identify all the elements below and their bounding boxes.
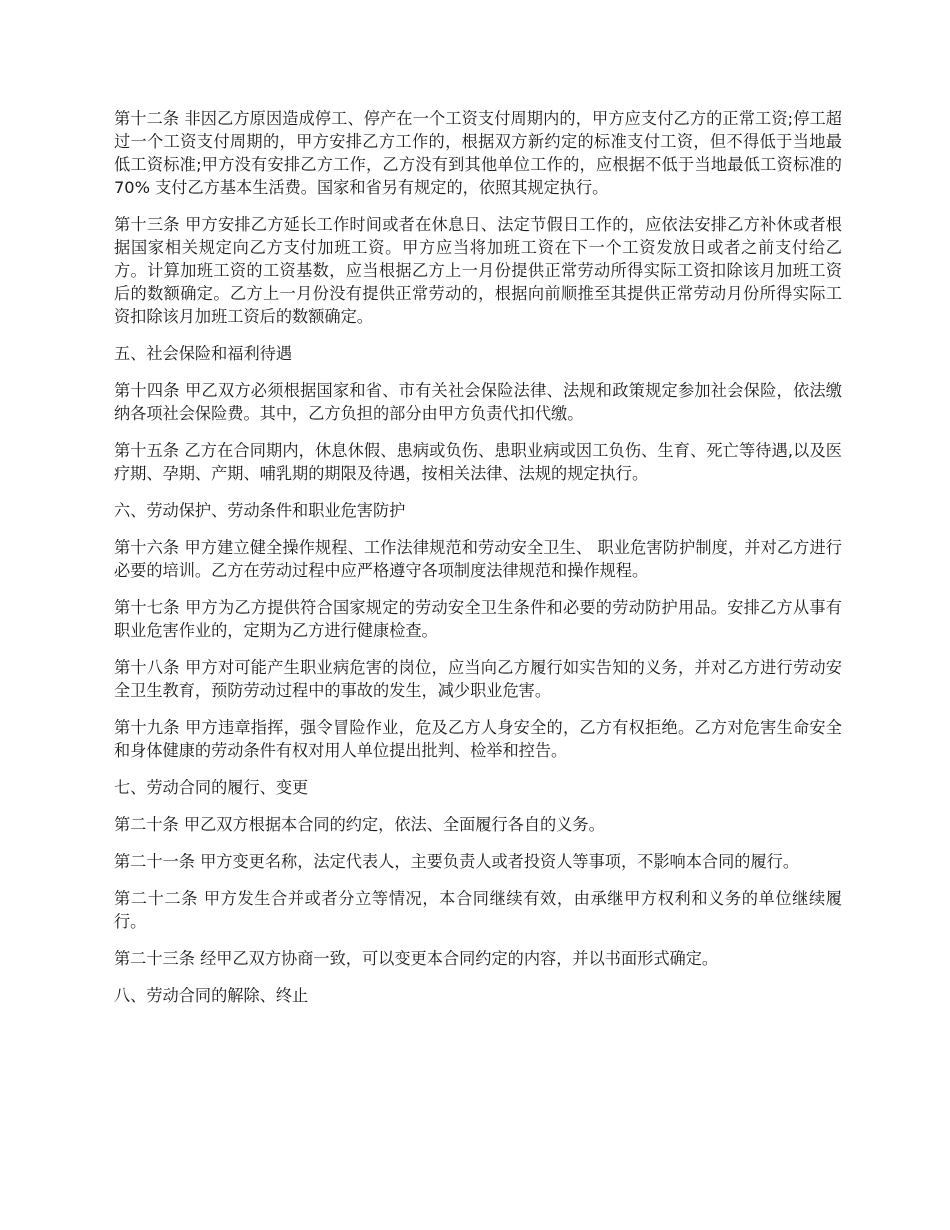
article-15-paragraph: 第十五条 乙方在合同期内，休息休假、患病或负伤、患职业病或因工负伤、生育、死亡等待遇,以及医疗期、孕期、产期、哺乳期的期限及待遇，按相关法律、法规的规定执行。 bbox=[114, 441, 842, 483]
article-14-paragraph: 第十四条 甲乙双方必须根据国家和省、市有关社会保险法律、法规和政策规定参加社会保险，依法缴纳各项社会保险费。其中，乙方负担的部分由甲方负责代扣代缴。 bbox=[114, 381, 842, 423]
article-13-paragraph: 第十三条 甲方安排乙方延长工作时间或者在休息日、法定节假日工作的，应依法安排乙方补休或者根据国家相关规定向乙方支付加班工资。甲方应当将加班工资在下一个工资发放日或者之前支付给乙方。计算加班工资的工资基数，应当根据乙方上一月份提供正常劳动所得实际工资扣除该月加班工资后的数额确定。乙方上一月份没有提供正常劳动的，根据向前顺推至其提供正常劳动月份所得实际工资扣除该月加班工资后的数额确定。 bbox=[114, 215, 842, 326]
section-7-heading: 七、劳动合同的履行、变更 bbox=[114, 778, 309, 797]
section-8-heading: 八、劳动合同的解除、终止 bbox=[114, 986, 309, 1005]
article-17-paragraph: 第十七条 甲方为乙方提供符合国家规定的劳动安全卫生条件和必要的劳动防护用品。安排乙方从事有职业危害作业的，定期为乙方进行健康检查。 bbox=[114, 598, 842, 640]
article-21-paragraph: 第二十一条 甲方变更名称，法定代表人，主要负责人或者投资人等事项，不影响本合同的履行。 bbox=[114, 852, 800, 871]
article-16-paragraph: 第十六条 甲方建立健全操作规程、工作法律规范和劳动安全卫生、 职业危害防护制度，并对乙方进行必要的培训。乙方在劳动过程中应严格遵守各项制度法律规范和操作规程。 bbox=[114, 538, 842, 580]
section-5-heading: 五、社会保险和福利待遇 bbox=[114, 344, 293, 363]
article-20-paragraph: 第二十条 甲乙双方根据本合同的约定，依法、全面履行各自的义务。 bbox=[114, 815, 605, 834]
article-23-paragraph: 第二十三条 经甲乙双方协商一致，可以变更本合同约定的内容，并以书面形式确定。 bbox=[114, 949, 719, 968]
article-12-paragraph: 第十二条 非因乙方原因造成停工、停产在一个工资支付周期内的，甲方应支付乙方的正常工资;停工超过一个工资支付周期的，甲方安排乙方工作的，根据双方新约定的标准支付工资，但不得低于当地最低工资标准;甲方没有安排乙方工作，乙方没有到其他单位工作的，应根据不低于当地最低工资标准的 70% 支付乙方基本生活费。国家和省另有规定的，依照其规定执行。 bbox=[114, 109, 842, 197]
document-page bbox=[114, 107, 842, 1021]
article-19-paragraph: 第十九条 甲方违章指挥，强令冒险作业，危及乙方人身安全的，乙方有权拒绝。乙方对危害生命安全和身体健康的劳动条件有权对用人单位提出批判、检举和控告。 bbox=[114, 718, 842, 760]
article-18-paragraph: 第十八条 甲方对可能产生职业病危害的岗位，应当向乙方履行如实告知的义务，并对乙方进行劳动安全卫生教育，预防劳动过程中的事故的发生，减少职业危害。 bbox=[114, 658, 842, 700]
article-22-paragraph: 第二十二条 甲方发生合并或者分立等情况，本合同继续有效，由承继甲方权利和义务的单位继续履行。 bbox=[114, 889, 842, 931]
section-6-heading: 六、劳动保护、劳动条件和职业危害防护 bbox=[114, 501, 406, 520]
